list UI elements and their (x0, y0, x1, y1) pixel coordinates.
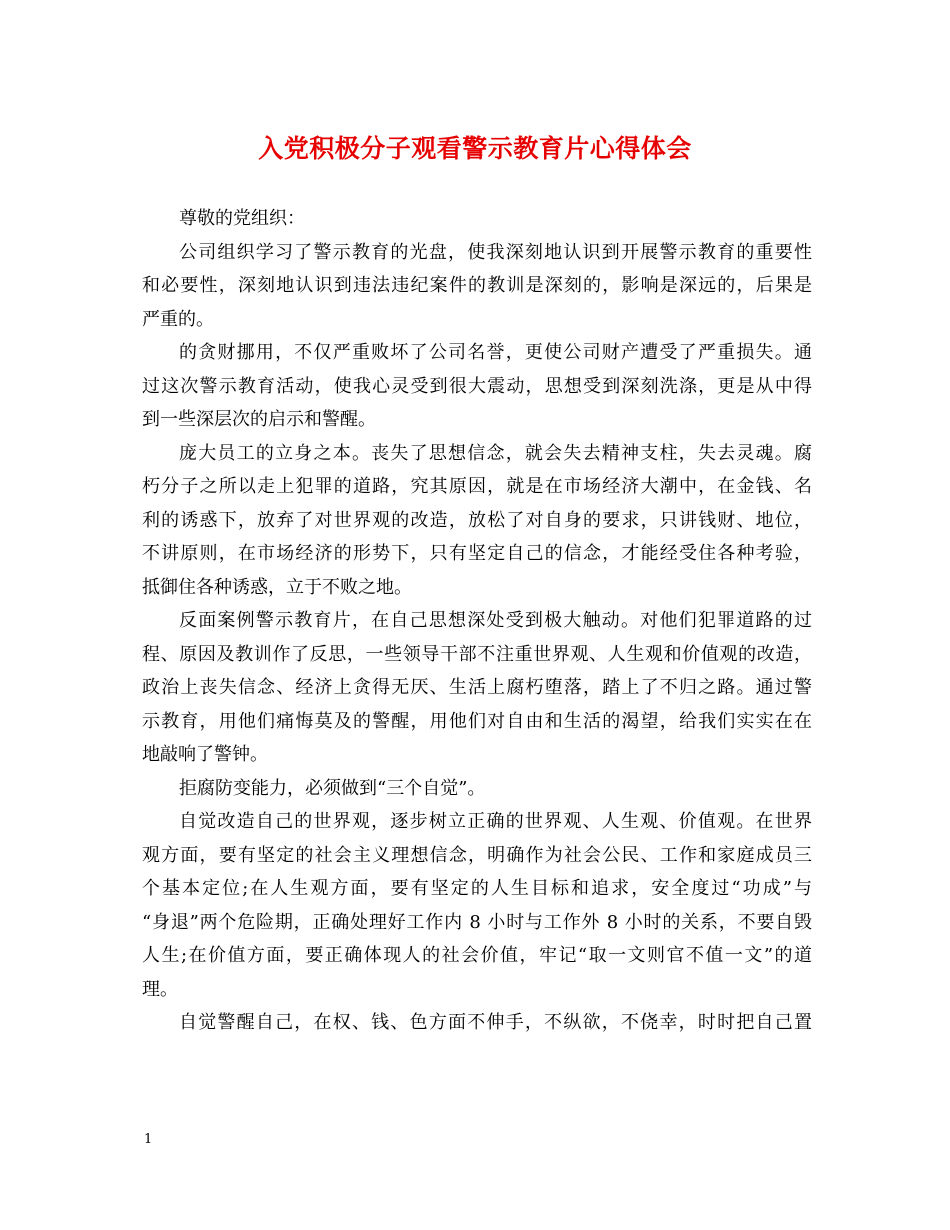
text-line: 抵御住各种诱惑，立于不败之地。 (142, 576, 412, 598)
text-line: 朽分子之所以走上犯罪的道路，究其原因，就是在市场经济大潮中，在金钱、名 (142, 476, 812, 497)
text-line: 人生;在价值方面，要正确体现人的社会价值，牢记“取一文则官不值一文”的道 (142, 945, 812, 966)
text-line: 地敲响了警钟。 (142, 744, 268, 765)
text-line: 到一些深层次的启示和警醒。 (142, 409, 376, 430)
document-title: 入党积极分子观看警示教育片心得体会 (258, 134, 692, 163)
text-line: 个基本定位;在人生观方面，要有坚定的人生目标和追求，安全度过“功成”与 (142, 878, 812, 899)
text-line: 程、原因及教训作了反思，一些领导干部不注重世界观、人生观和价值观的改造， (142, 643, 812, 665)
text-line: 庞大员工的立身之本。丧失了思想信念，就会失去精神支柱，失去灵魂。腐 (179, 442, 812, 464)
text-line: 反面案例警示教育片，在自己思想深处受到极大触动。对他们犯罪道路的过 (179, 610, 812, 631)
text-line: 自觉警醒自己，在权、钱、色方面不伸手，不纵欲，不侥幸，时时把自己置 (179, 1012, 812, 1033)
text-line: 公司组织学习了警示教育的光盘，使我深刻地认识到开展警示教育的重要性 (179, 241, 812, 263)
text-line: 的贪财挪用，不仅严重败坏了公司名誉，更使公司财产遭受了严重损失。通 (179, 342, 812, 363)
text-line: 示教育，用他们痛悔莫及的警醒，用他们对自由和生活的渴望，给我们实实在在 (142, 710, 812, 732)
text-line: 自觉改造自己的世界观，逐步树立正确的世界观、人生观、价值观。在世界 (179, 811, 812, 832)
text-line: 理。 (142, 978, 178, 1000)
text-line: 利的诱惑下，放弃了对世界观的改造，放松了对自身的要求，只讲钱财、地位， (142, 509, 812, 531)
text-line: “身退”两个危险期，正确处理好工作内 8 小时与工作外 8 小时的关系，不要自毁 (142, 911, 812, 933)
text-line: 尊敬的党组织： (179, 208, 305, 229)
text-line: 观方面，要有坚定的社会主义理想信念，明确作为社会公民、工作和家庭成员三 (142, 844, 812, 866)
text-line: 政治上丧失信念、经济上贪得无厌、生活上腐朽堕落，踏上了不归之路。通过警 (142, 677, 812, 698)
text-line: 和必要性，深刻地认识到违法违纪案件的教训是深刻的，影响是深远的，后果是 (142, 275, 812, 296)
text-line: 不讲原则，在市场经济的形势下，只有坚定自己的信念，才能经受住各种考验， (142, 543, 812, 564)
document-body (142, 202, 812, 1040)
page-number: 1 (144, 1132, 153, 1147)
text-line: 严重的。 (142, 308, 214, 330)
text-line: 拒腐防变能力，必须做到“三个自觉”。 (179, 777, 486, 799)
text-line: 过这次警示教育活动，使我心灵受到很大震动，思想受到深刻洗涤，更是从中得 (142, 375, 812, 397)
